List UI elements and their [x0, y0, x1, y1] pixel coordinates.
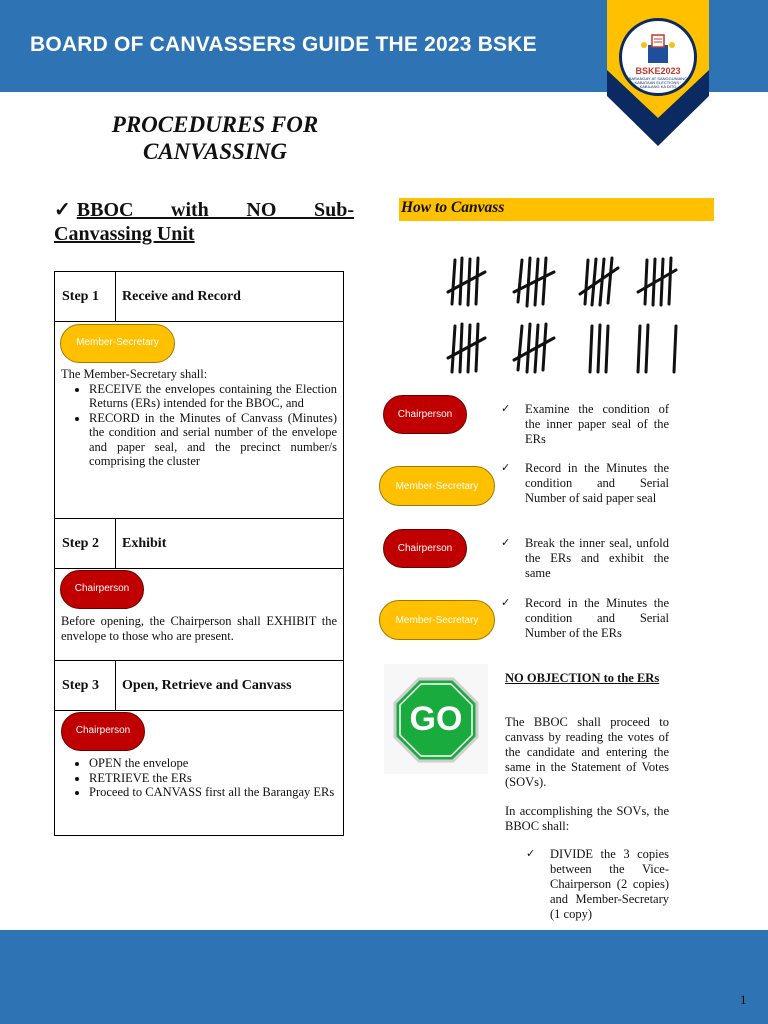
- step-intro: The Member-Secretary shall:: [61, 367, 208, 381]
- list-item: • RECORD in the Minutes of Canvass (Minutes) the condition and serial number of the envelope and paper seal, and the precinct number/s comprising the cluster: [89, 411, 337, 469]
- section-heading: [54, 198, 354, 246]
- checklist-item: [501, 461, 669, 506]
- step-number: Step 3: [55, 661, 116, 710]
- checklist-item: [501, 536, 669, 581]
- checkmark-icon: ✓: [501, 537, 511, 549]
- role-badge-chairperson: Chairperson: [60, 570, 144, 609]
- step-title: Open, Retrieve and Canvass: [122, 677, 292, 693]
- role-badge-member-secretary: Member-Secretary: [379, 466, 495, 506]
- role-badge-chairperson: Chairperson: [383, 529, 467, 568]
- step-body: [55, 569, 343, 661]
- divide-text: DIVIDE the 3 copies between the Vice-Chairperson (2 copies) and Member-Secretary (1 copy): [550, 847, 669, 921]
- checkmark-icon: ✓: [501, 462, 511, 474]
- checklist-item: [501, 402, 669, 447]
- step-bullets: [89, 756, 337, 800]
- logo-text: BSKE2023: [635, 66, 681, 76]
- checklist-item: [526, 847, 669, 922]
- checkmark-icon: ✓: [501, 597, 511, 609]
- section-heading-text: BBOC with NO Sub-Canvassing Unit: [54, 199, 354, 245]
- list-item: • Proceed to CANVASS first all the Barangay ERs: [89, 785, 337, 800]
- go-sign-panel: [384, 664, 488, 774]
- go-sign-text: GO: [409, 700, 463, 738]
- role-badge-chairperson: Chairperson: [383, 395, 467, 434]
- footer-bar: [0, 930, 768, 1024]
- logo-subtext: BARANGAY AT SANGGUNIANG KABATAAN ELECTIONS · KABILANG KA DITO: [628, 76, 688, 89]
- step-title: Receive and Record: [122, 288, 241, 304]
- checkmark-icon: ✓: [501, 403, 511, 415]
- checklist-item: [501, 596, 669, 641]
- no-objection-heading: NO OBJECTION to the ERs: [505, 671, 660, 685]
- no-objection-paragraph: The BBOC shall proceed to canvass by reading the votes of the candidate and entering the same in the Statement of Votes (SOVs).: [505, 715, 669, 789]
- role-badge-member-secretary: Member-Secretary: [379, 600, 495, 640]
- header-title: BOARD OF CANVASSERS GUIDE THE 2023 BSKE: [30, 33, 537, 56]
- role-badge-chairperson: Chairperson: [61, 712, 145, 751]
- tally-marks-icon: [440, 252, 690, 382]
- step-number: Step 1: [55, 272, 116, 321]
- list-item: • RETRIEVE the ERs: [89, 771, 337, 786]
- step-number: Step 2: [55, 519, 116, 568]
- step-body: [55, 322, 343, 519]
- checklist-text: Record in the Minutes the condition and Serial Number of the ERs: [525, 596, 669, 640]
- checklist-text: Examine the condition of the inner paper seal of the ERs: [525, 402, 669, 446]
- checklist-text: Break the inner seal, unfold the ERs and exhibit the same: [525, 536, 669, 580]
- checkmark-icon: ✓: [526, 848, 536, 860]
- steps-table: [54, 271, 344, 836]
- step-bullets: [89, 382, 337, 469]
- step-title: Exhibit: [122, 535, 167, 551]
- go-sign-icon: [384, 664, 488, 774]
- how-to-canvass-heading: How to Canvass: [399, 198, 714, 221]
- sov-paragraph: In accomplishing the SOVs, the BBOC shall:: [505, 804, 669, 833]
- step-text: Before opening, the Chairperson shall EXHIBIT the envelope to those who are present.: [61, 614, 337, 643]
- step-body: [55, 711, 343, 835]
- step-header: [55, 519, 343, 569]
- list-item: • OPEN the envelope: [89, 756, 337, 771]
- step-header: [55, 272, 343, 322]
- list-item: • RECEIVE the envelopes containing the Election Returns (ERs) intended for the BBOC, and: [89, 382, 337, 411]
- checkmark-icon: ✓: [54, 199, 71, 221]
- step-header: [55, 661, 343, 711]
- page-number: 1: [740, 992, 747, 1007]
- page-title: PROCEDURES FOR CANVASSING: [111, 112, 319, 164]
- checklist-text: Record in the Minutes the condition and Serial Number of said paper seal: [525, 461, 669, 505]
- role-badge-member-secretary: Member-Secretary: [60, 324, 175, 363]
